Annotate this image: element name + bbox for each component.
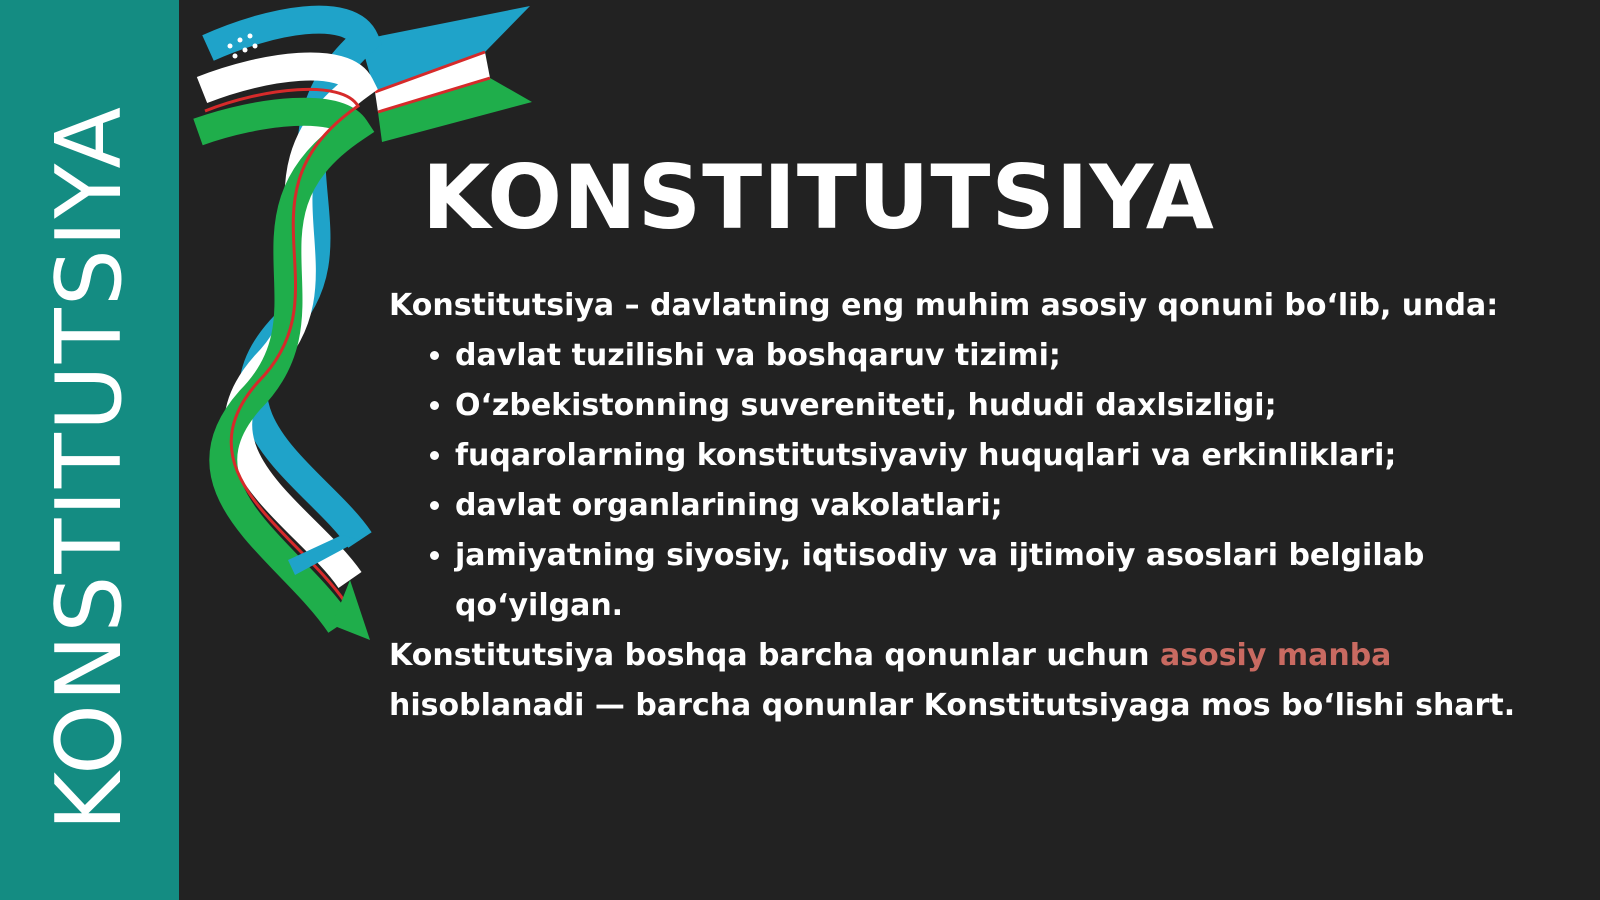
intro-text: Konstitutsiya – davlatning eng muhim asosiy qonuni bo‘lib, unda:: [389, 288, 1499, 323]
page-title: KONSTITUTSIYA: [422, 146, 1215, 249]
sidebar-vertical-title: KONSTITUTSIYA: [37, 105, 142, 831]
list-item: • O‘zbekistonning suvereniteti, hududi daxlsizligi;: [455, 381, 1519, 431]
list-item: • jamiyatning siyosiy, iqtisodiy va ijtimoiy asoslari belgilab qo‘yilgan.: [455, 531, 1519, 631]
conclusion-after: hisoblanadi — barcha qonunlar Konstitutsiyaga mos bo‘lishi shart.: [389, 688, 1516, 723]
list-item: • davlat tuzilishi va boshqaruv tizimi;: [455, 331, 1519, 381]
list-item: • fuqarolarning konstitutsiyaviy huquqlari va erkinliklari;: [455, 431, 1519, 481]
conclusion-text: [389, 631, 1519, 731]
main-content: [389, 281, 1519, 731]
ribbon-tail: [360, 6, 532, 142]
conclusion-before: Konstitutsiya boshqa barcha qonunlar uchun: [389, 638, 1160, 673]
sidebar-panel: [0, 0, 179, 900]
list-item: • davlat organlarining vakolatlari;: [455, 481, 1519, 531]
highlight-text: asosiy manba: [1159, 638, 1392, 673]
bullet-list: [389, 331, 1519, 631]
